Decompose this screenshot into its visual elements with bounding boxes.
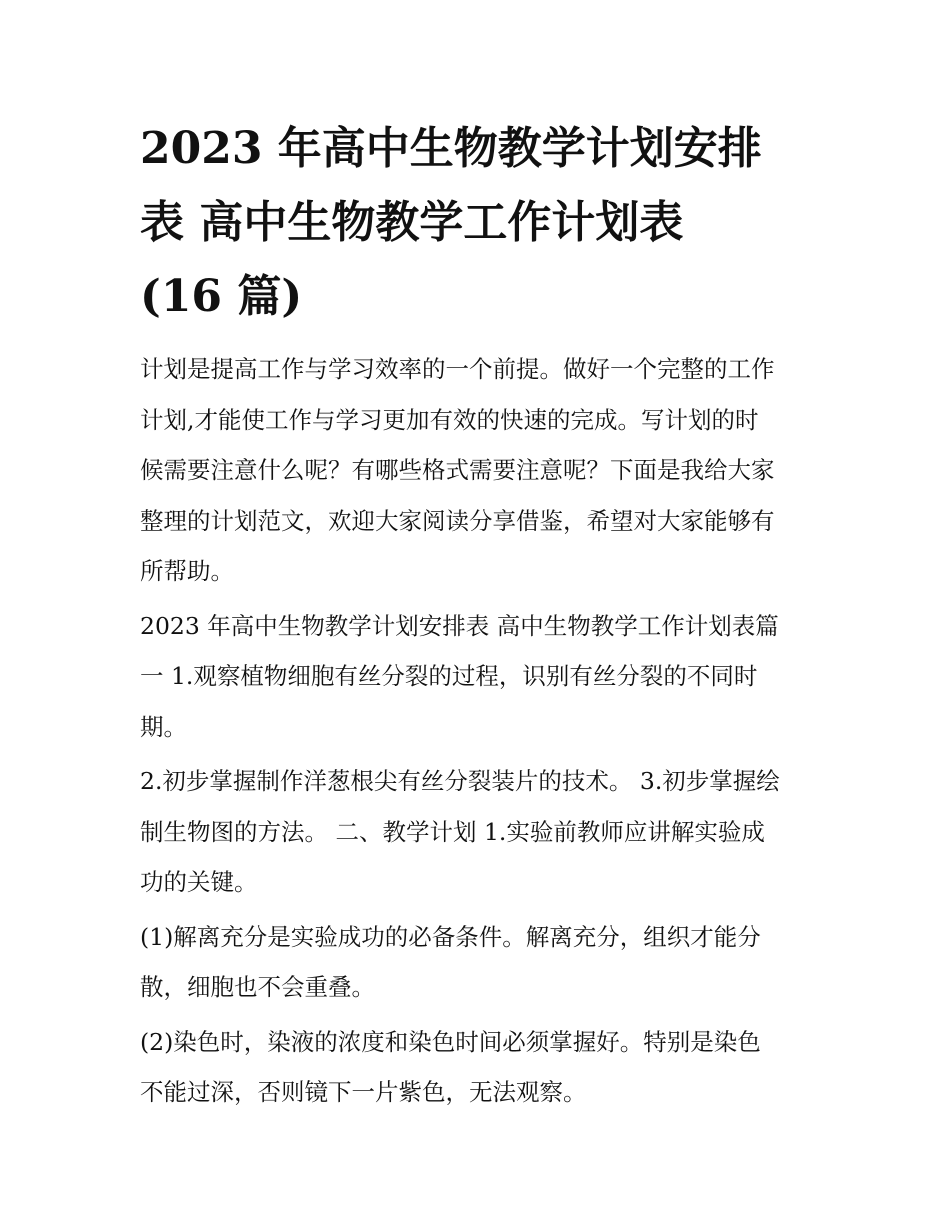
text-line: 一 1.观察植物细胞有丝分裂的过程，识别有丝分裂的不同时: [140, 662, 758, 690]
text-line: 2.初步掌握制作洋葱根尖有丝分裂装片的技术。 3.初步掌握绘: [140, 767, 780, 795]
text-line: 计划是提高工作与学习效率的一个前提。做好一个完整的工作: [140, 355, 775, 383]
section-heading-paragraph: [140, 601, 815, 753]
text-line: 所帮助。: [140, 557, 234, 585]
text-line: 不能过深，否则镜下一片紫色，无法观察。: [140, 1078, 587, 1106]
document-title: [140, 112, 815, 334]
text-line: 候需要注意什么呢？有哪些格式需要注意呢？下面是我给大家: [140, 456, 775, 484]
text-line: 散，细胞也不会重叠。: [140, 973, 375, 1001]
title-line: 2023 年高中生物教学计划安排: [140, 123, 762, 174]
key-point-1-paragraph: [140, 912, 815, 1013]
objectives-paragraph: [140, 756, 815, 908]
document-content: [140, 112, 815, 1118]
title-line: (16 篇): [140, 271, 303, 322]
text-line: 计划,才能使工作与学习更加有效的快速的完成。写计划的时: [140, 405, 759, 434]
text-line: 期。: [140, 712, 187, 741]
text-line: 整理的计划范文，欢迎大家阅读分享借鉴，希望对大家能够有: [140, 506, 775, 535]
key-point-2-paragraph: [140, 1017, 815, 1118]
text-line: (2)染色时，染液的浓度和染色时间必须掌握好。特别是染色: [140, 1027, 761, 1056]
intro-paragraph: [140, 344, 815, 597]
title-line: 表 高中生物教学工作计划表: [140, 197, 684, 248]
text-line: 制生物图的方法。 二、教学计划 1.实验前教师应讲解实验成: [140, 817, 765, 846]
text-line: 2023 年高中生物教学计划安排表 高中生物教学工作计划表篇: [140, 611, 779, 640]
text-line: (1)解离充分是实验成功的必备条件。解离充分，组织才能分: [140, 922, 761, 951]
text-line: 功的关键。: [140, 868, 258, 896]
